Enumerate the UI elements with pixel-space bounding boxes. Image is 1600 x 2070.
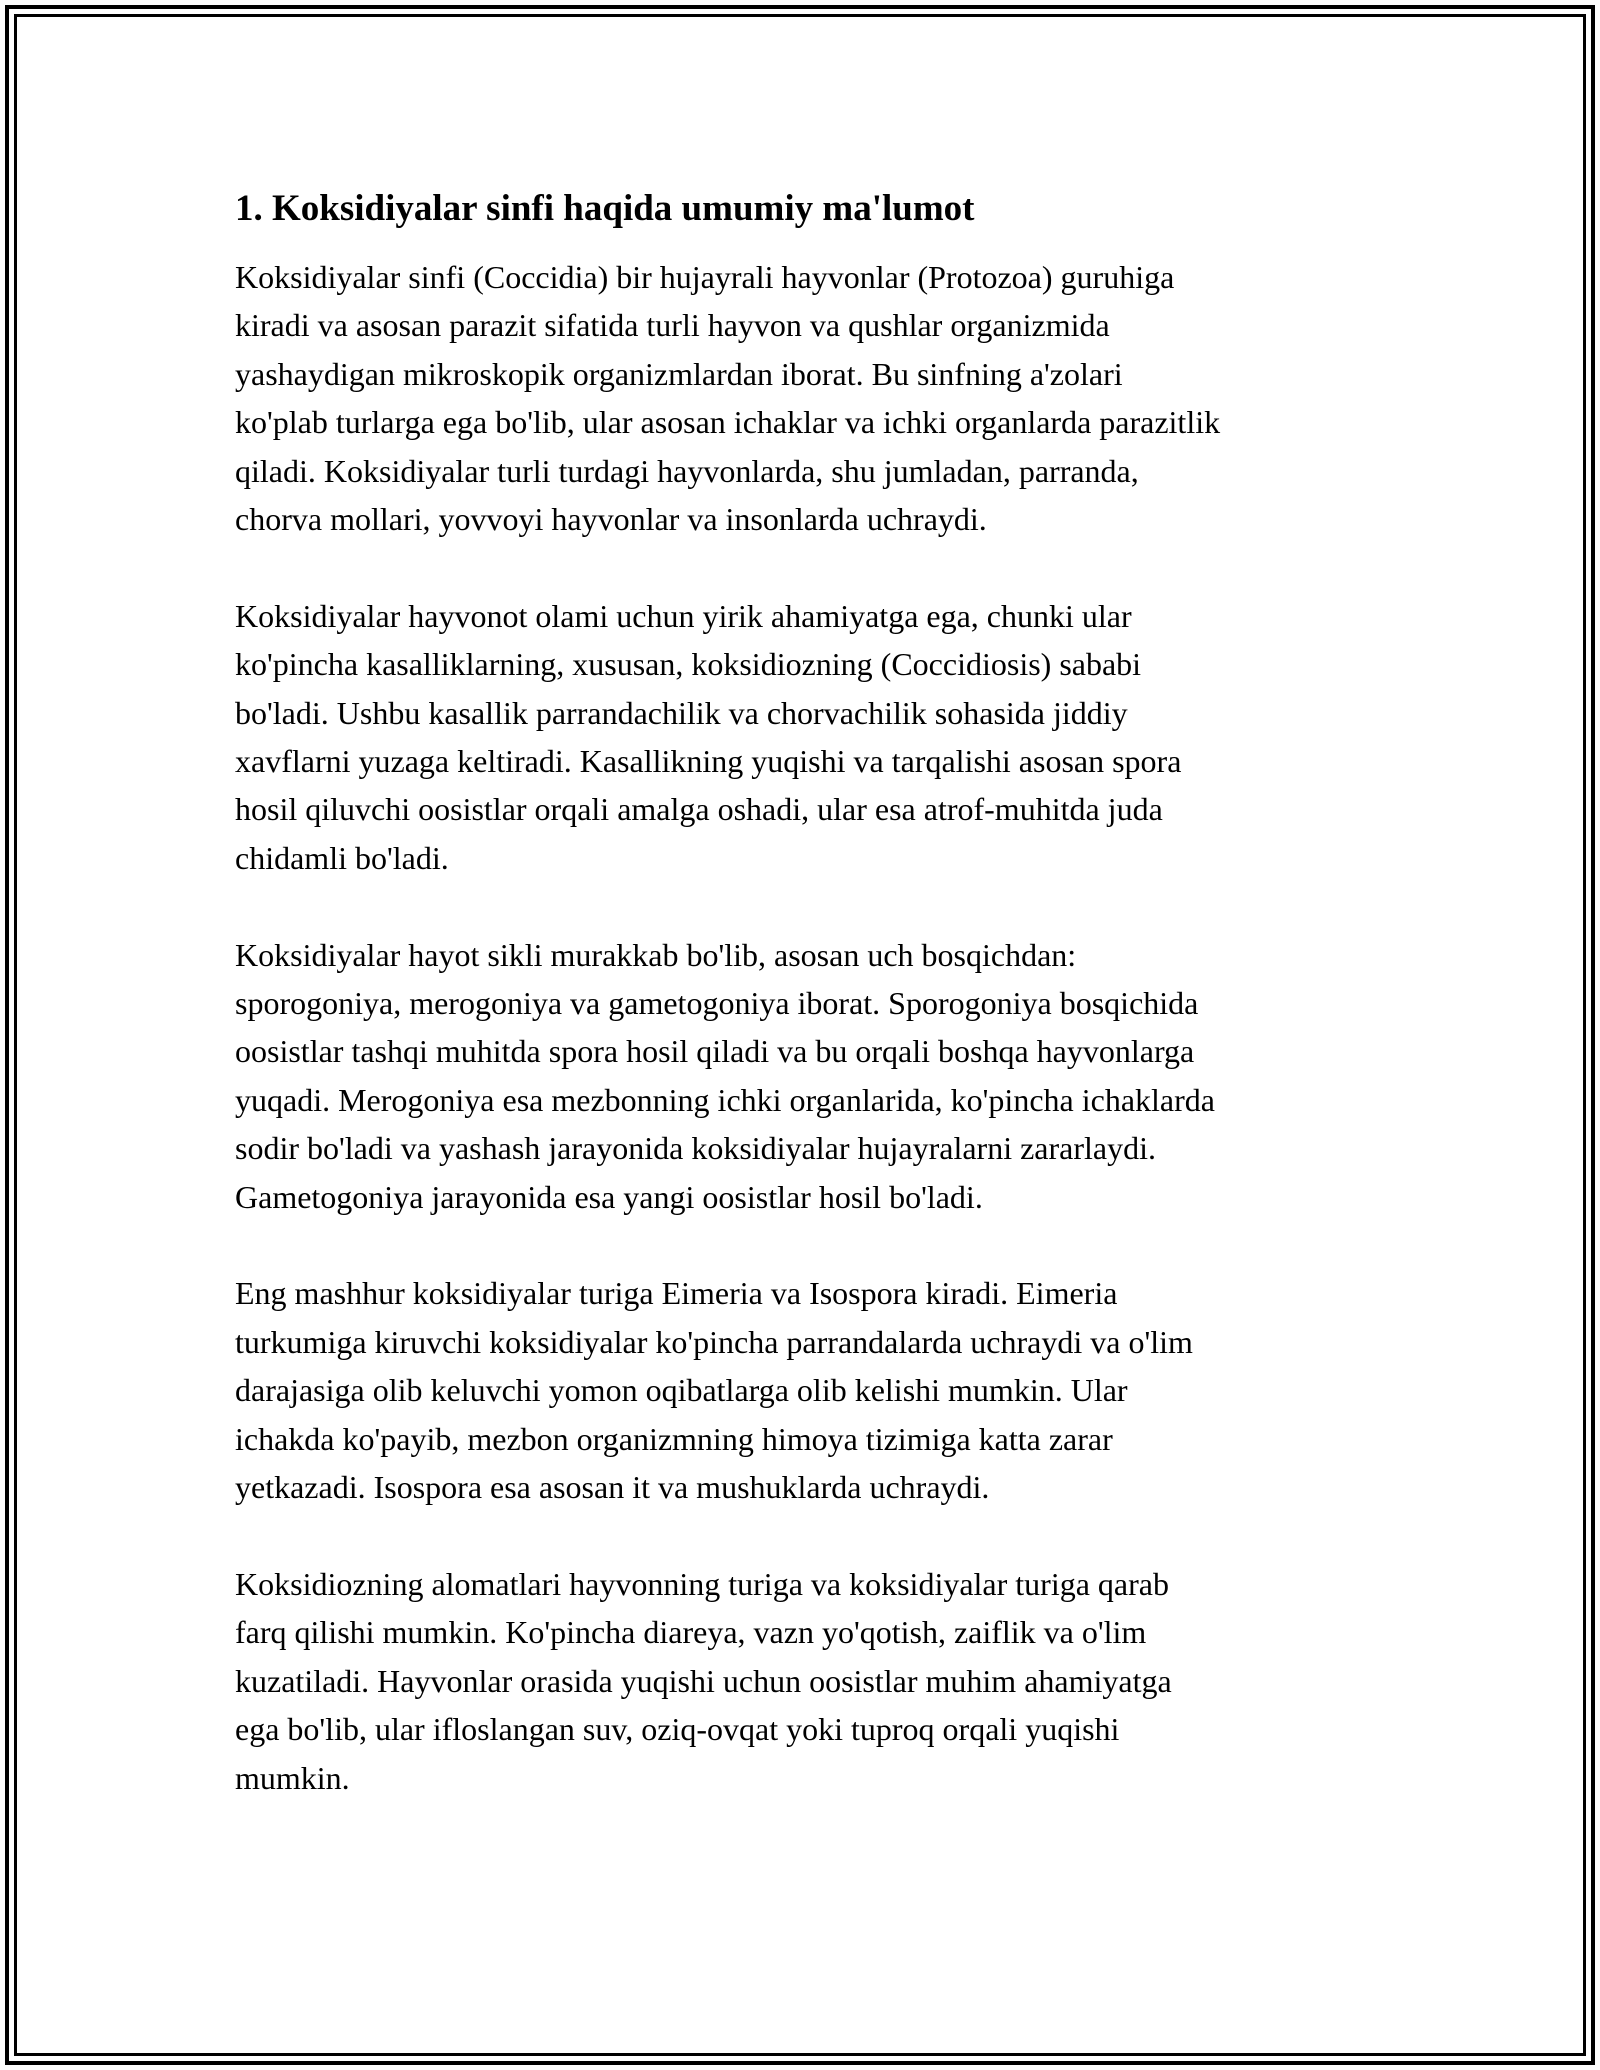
paragraph-line: Eng mashhur koksidiyalar turiga Eimeria va Isospora kiradi. Eimeria xyxy=(235,1275,1118,1312)
paragraph-line: Koksidiyalar hayvonot olami uchun yirik ahamiyatga ega, chunki ular xyxy=(235,597,1132,634)
paragraph-line: oosistlar tashqi muhitda spora hosil qiladi va bu orqali boshqa hayvonlarga xyxy=(235,1033,1195,1070)
paragraph-line: darajasiga olib keluvchi yomon oqibatlarga olib kelishi mumkin. Ular xyxy=(235,1372,1128,1409)
paragraph xyxy=(235,1269,1385,1511)
paragraph-line: Koksidiozning alomatlari hayvonning turiga va koksidiyalar turiga qarab xyxy=(235,1565,1169,1602)
paragraph-line: kiradi va asosan parazit sifatida turli hayvon va qushlar organizmida xyxy=(235,307,1110,344)
paragraph-line: Gametogoniya jarayonida esa yangi oosistlar hosil bo'ladi. xyxy=(235,1178,983,1215)
paragraph-line: ega bo'lib, ular ifloslangan suv, oziq-ovqat yoki tuproq orqali yuqishi xyxy=(235,1711,1120,1748)
paragraph-line: chorva mollari, yovvoyi hayvonlar va insonlarda uchraydi. xyxy=(235,501,987,538)
document-body xyxy=(235,185,1385,1850)
paragraph-line: kuzatiladi. Hayvonlar orasida yuqishi uchun oosistlar muhim ahamiyatga xyxy=(235,1662,1172,1699)
paragraph xyxy=(235,1560,1385,1802)
paragraph-line: qiladi. Koksidiyalar turli turdagi hayvonlarda, shu jumladan, parranda, xyxy=(235,452,1139,489)
paragraph-line: farq qilishi mumkin. Ko'pincha diareya, vazn yo'qotish, zaiflik va o'lim xyxy=(235,1614,1147,1651)
paragraph-line: ko'plab turlarga ega bo'lib, ular asosan ichaklar va ichki organlarda parazitlik xyxy=(235,404,1221,441)
paragraph-line: bo'ladi. Ushbu kasallik parrandachilik va chorvachilik sohasida jiddiy xyxy=(235,694,1128,731)
paragraph-line: Koksidiyalar sinfi (Coccidia) bir hujayrali hayvonlar (Protozoa) guruhiga xyxy=(235,259,1175,295)
paragraph-line: hosil qiluvchi oosistlar orqali amalga oshadi, ular esa atrof-muhitda juda xyxy=(235,791,1163,828)
paragraph-line: yetkazadi. Isospora esa asosan it va mushuklarda uchraydi. xyxy=(235,1469,990,1506)
paragraph-line: turkumiga kiruvchi koksidiyalar ko'pincha parrandalarda uchraydi va o'lim xyxy=(235,1323,1193,1360)
paragraph-line: yashaydigan mikroskopik organizmlardan iborat. Bu sinfning a'zolari xyxy=(235,355,1123,392)
paragraph-line: Koksidiyalar hayot sikli murakkab bo'lib, asosan uch bosqichdan: xyxy=(235,936,1077,973)
paragraph-line: chidamli bo'ladi. xyxy=(235,839,449,876)
section-heading: 1. Koksidiyalar sinfi haqida umumiy ma'lumot xyxy=(235,188,975,229)
paragraph-line: yuqadi. Merogoniya esa mezbonning ichki organlarida, ko'pincha ichaklarda xyxy=(235,1081,1215,1118)
paragraph-line: sporogoniya, merogoniya va gametogoniya iborat. Sporogoniya bosqichida xyxy=(235,985,1199,1022)
paragraph-line: sodir bo'ladi va yashash jarayonida koksidiyalar hujayralarni zararlaydi. xyxy=(235,1130,1156,1167)
paragraph-line: xavflarni yuzaga keltiradi. Kasallikning yuqishi va tarqalishi asosan spora xyxy=(235,743,1182,780)
paragraph xyxy=(235,253,1385,543)
paragraph-line: ko'pincha kasalliklarning, xususan, koksidiozning (Coccidiosis) sababi xyxy=(235,646,1142,683)
paragraph-line: ichakda ko'payib, mezbon organizmning himoya tizimiga katta zarar xyxy=(235,1420,1113,1457)
paragraph-line: mumkin. xyxy=(235,1759,350,1796)
paragraphs-container xyxy=(235,253,1385,1802)
paragraph xyxy=(235,931,1385,1221)
paragraph xyxy=(235,592,1385,882)
